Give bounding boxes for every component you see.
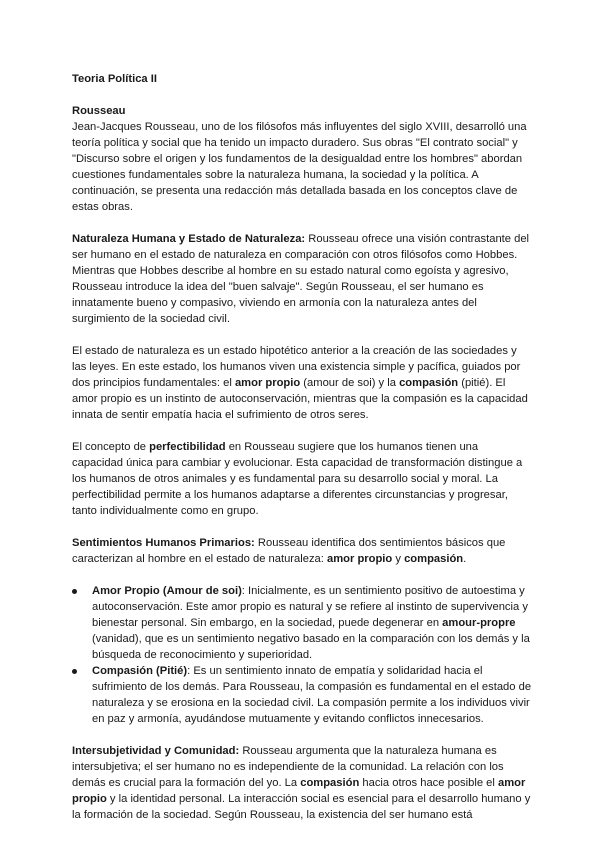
document-body bbox=[72, 71, 532, 839]
bold-term: amor propio bbox=[234, 377, 301, 389]
text-run: hacia otros hace posible el bbox=[359, 777, 498, 789]
text-run: (pitié). El amor propio es un instinto de autoconservación, mientras que la compasión es la capacidad innata de sentir empatía hacia el sufrimiento de otros seres. bbox=[72, 377, 528, 421]
bullet-lead: Amor Propio (Amour de soi) bbox=[92, 585, 242, 597]
text-run: . bbox=[463, 553, 467, 565]
document-title: Teoria Política II bbox=[72, 73, 157, 85]
list-item bbox=[72, 663, 532, 727]
bold-term: amor propio bbox=[72, 777, 526, 805]
intro-paragraph: Jean-Jacques Rousseau, uno de los filósofos más influyentes del siglo XVIII, desarrolló una teoría política y social que ha tenido un impacto duradero. Sus obras "El contrato social" y "Discurso sobre el origen y los fundamentos de la desigualdad entre los hombres" abordan cuestiones fundamentales sobre la naturaleza humana, la sociedad y la política. A continuación, se presenta una redacción más detallada basada en los conceptos clave de estas obras. bbox=[72, 121, 527, 213]
bold-term: perfectibilidad bbox=[149, 441, 226, 453]
bullet-icon bbox=[72, 589, 77, 594]
paragraph-intersubjetividad bbox=[72, 743, 532, 823]
bullet-icon bbox=[72, 669, 77, 674]
bold-term: amor propio bbox=[326, 553, 393, 565]
text-run: Rousseau identifica dos sentimientos básicos que caracterizan al hombre en el estado de naturaleza: bbox=[72, 537, 506, 565]
list-item bbox=[72, 583, 532, 663]
bold-term: compasión bbox=[399, 377, 459, 389]
paragraph-estado-naturaleza bbox=[72, 343, 532, 423]
paragraph-perfectibilidad bbox=[72, 439, 532, 519]
paragraph-naturaleza-humana bbox=[72, 231, 532, 327]
text-run: El estado de naturaleza es un estado hipotético anterior a la creación de las sociedades y las leyes. En este estado, los humanos viven una existencia simple y pacífica, guiados por dos principios fundamentales: el bbox=[72, 345, 521, 389]
bullet-list bbox=[72, 583, 532, 727]
bold-term: compasión bbox=[404, 553, 464, 565]
bold-term: amour-propre bbox=[442, 617, 516, 629]
bold-term: compasión bbox=[300, 777, 360, 789]
section-heading: Rousseau bbox=[72, 105, 126, 117]
paragraph-lead: Naturaleza Humana y Estado de Naturaleza: bbox=[72, 233, 306, 245]
paragraph-sentimientos bbox=[72, 535, 532, 567]
bullet-lead: Compasión (Pitié) bbox=[92, 665, 188, 677]
text-run: (vanidad), que es un sentimiento negativo basado en la comparación con los demás y la búsqueda de reconocimiento y superioridad. bbox=[92, 633, 530, 661]
text-run: en Rousseau sugiere que los humanos tienen una capacidad única para cambiar y evolucionar. Esta capacidad de transformación distingue a los humanos de otros animales y es fundamental para su desarrollo social y moral. La perfectibilidad permite a los humanos adaptarse a diferentes circunstancias y progresar, tanto individualmente como en grupo. bbox=[72, 441, 523, 517]
text-run: : Inicialmente, es un sentimiento positivo de autoestima y autoconservación. Este amor propio es natural y se refiere al instinto de supervivencia y bienestar personal. Sin embargo, en la sociedad, puede degenerar en bbox=[92, 585, 528, 629]
text-run: (amour de soi) y la bbox=[300, 377, 400, 389]
text-run: El concepto de bbox=[72, 441, 150, 453]
text-run: y la identidad personal. La interacción social es esencial para el desarrollo humano y la formación de la sociedad. Según Rousseau, la existencia del ser humano está bbox=[72, 793, 531, 821]
paragraph-text: Rousseau ofrece una visión contrastante del ser humano en el estado de naturaleza en comparación con otros filósofos como Hobbes. Mientras que Hobbes describe al hombre en su estado natural como egoísta y agresivo, Rousseau introduce la idea del "buen salvaje". Según Rousseau, el ser humano es innatamente bueno y compasivo, viviendo en armonía con la naturaleza antes del surgimiento de la sociedad civil. bbox=[72, 233, 530, 325]
text-run: Rousseau argumenta que la naturaleza humana es intersubjetiva; el ser humano no es independiente de la comunidad. La relación con los demás es crucial para la formación del yo. La bbox=[72, 745, 504, 789]
text-run: : Es un sentimiento innato de empatía y solidaridad hacia el sufrimiento de los demás. Para Rousseau, la compasión es fundamental en el estado de naturaleza y se erosiona en la sociedad civil. La compasión permite a los individuos vivir en paz y armonía, ayudándose mutuamente y evitando conflictos innecesarios. bbox=[92, 665, 532, 725]
text-run: y bbox=[392, 553, 405, 565]
paragraph-lead: Sentimientos Humanos Primarios: bbox=[72, 537, 255, 549]
section-rousseau bbox=[72, 103, 532, 215]
paragraph-lead: Intersubjetividad y Comunidad: bbox=[72, 745, 240, 757]
